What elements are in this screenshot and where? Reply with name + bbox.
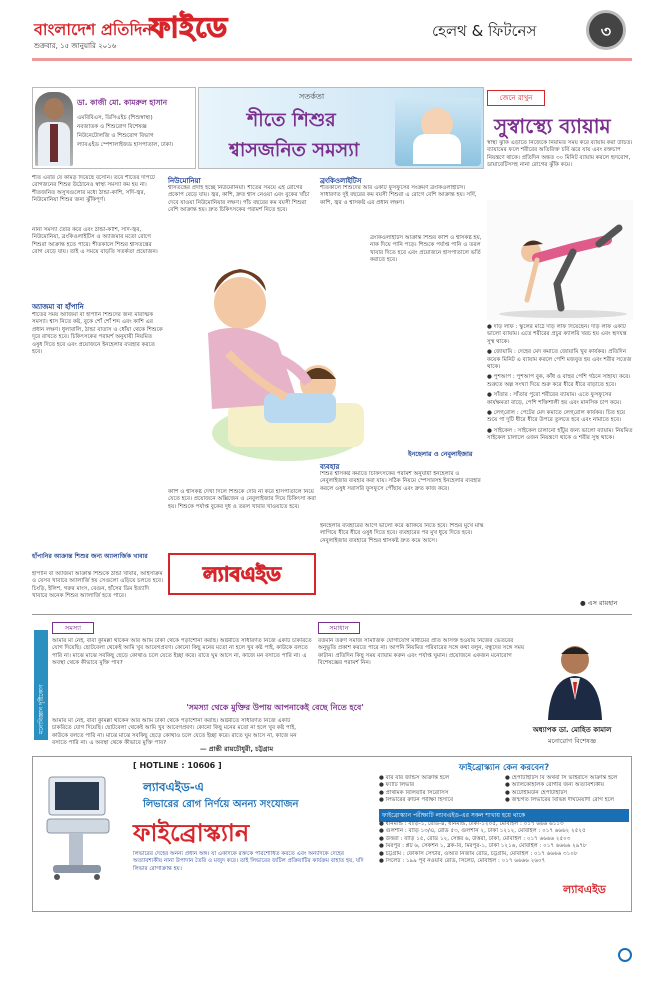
ad-description: লিভারের দেহের অনন্য প্রধান অঙ্গ। যা একদিকে রক্তকে পরিশোধিত করতে এবং অন্যদিকে দেহের অত্যাবশ্যকীয় নানা উপাদান তৈরি ও মজুদ করে। তাই লিভারের জটিল প্রক্রিয়াটির কার্যক্রম বাহাত হয়, যদি লিভার রোগাক্রান্ত হয়। <box>133 851 364 872</box>
page-number: ৩ <box>600 22 612 41</box>
ad-reason: ● অটোইমিউন হেপাটাইটিস <box>505 789 568 796</box>
ad-branches-title: ফাইব্রোস্ক্যান পরীক্ষাটি ল্যাবএইড-এর সকল শাখায় হয়ে থাকে <box>379 809 629 822</box>
author-dept: নিউনেটোলজি ও শিশুরোগ বিভাগ <box>77 133 154 139</box>
solution-text: বর্তমান তরুণ সমাজ সামাজিক যোগাযোগ মাধ্যমের প্রতি আসক্ত হওয়ায় নিজের ভেতরের অনুভূতি প্রকাশ করতে পারে না। আপনি নিয়মিত পরিবারের সঙ্গে কথা বলুন, বন্ধুদের সঙ্গে সময় কাটান। প্রতিদিন কিছু সময় ব্যায়াম করুন এবং পর্যাপ্ত ঘুমান। প্রয়োজনে একজন মনোরোগ বিশেষজ্ঞের পরামর্শ নিন। <box>318 638 525 667</box>
labaid-logo: ল্যাবএইড <box>203 562 281 586</box>
problem-author: — প্রান্তী রায়চৌধুরী, চট্টগ্রাম <box>200 745 274 753</box>
heading-bronchiolitis: ব্রংকিওলাইটিস <box>320 177 362 185</box>
supplement-logo: ফাইডে <box>150 11 229 44</box>
author-hospital: ল্যাবএইড স্পেশালাইজড হাসপাতাল, ঢাকা। <box>77 142 174 148</box>
author-role: নবজাতক ও শিশুরোগ বিশেষজ্ঞ <box>77 124 147 130</box>
child-photo <box>395 98 481 166</box>
article-title-2: শ্বাসজনিত সমস্যা <box>229 139 360 161</box>
exercise-photo <box>487 200 633 320</box>
exercise-kicker-text: জেনে রাখুন <box>499 94 533 102</box>
registration-mark-icon <box>618 948 632 962</box>
problem-tag: সমস্যা <box>52 622 94 634</box>
col2-text-a: শ্বাসতন্ত্রের প্রদাহ হচ্ছে নিউমোনিয়া। শীতের সময়ে এই রোগের প্রকোপ বেড়ে যায়। জ্বর, কাশি, দ্রুত শ্বাস নেওয়া এবং বুকের খাঁচা দেবে যাওয়া নিউমোনিয়ার লক্ষণ। পাঁচ বছরের কম বয়সী শিশুরা বেশি আক্রান্ত হয়। দ্রুত চিকিৎসকের পরামর্শ নিতে হবে। <box>168 185 310 214</box>
exercise-item: ● সাঁতার : সাঁতার পুরো শরীরের ব্যায়াম। এতে ফুসফুসের কার্যক্ষমতা বাড়ে, পেশি শক্তিশালী হয় এবং মানসিক চাপ কমে। <box>487 392 622 406</box>
ad-logo: ল্যাবএইড <box>563 883 606 896</box>
ad-product: ফাইব্রোস্ক্যান <box>133 819 250 847</box>
ad-hotline: [ HOTLINE : 10606 ] <box>133 761 222 770</box>
heading-inhaler: ইনহেলার ও নেবুলাইজার <box>408 450 473 458</box>
labaid-logo-box <box>168 553 316 595</box>
ad-branch: ● চট্টগ্রাম : ফোকাস সেন্টার, ওআর নিজাম রোড, চট্টগ্রাম, মোবাইল : ০১৭ ৬৬৬৬ ৩১০৮ <box>379 850 578 857</box>
ad-brand-line: ল্যাবএইড-এ <box>143 780 204 794</box>
author-degree: এমবিবিএস, ডিসিএইচ (শিশুস্বাস্থ্য) <box>77 115 153 121</box>
exercise-byline: ● এস রায়হান <box>580 599 618 607</box>
intro-text: শীত এবার যে কামড় দিয়েছে বসেনি। তবে শীতের দাপটে রোগজনের শিশুর উঠোনেও স্বাস্থ্য সমস্যা কম হয় না। শীতজনিত অসুখগুলোর মধ্যে ঠান্ডা-কাশি, সর্দি-জ্বর, নিউমোনিয়া শিশুর জন্য ঝুঁকিপূর্ণ। <box>32 175 155 204</box>
article-banner <box>198 87 484 169</box>
heading-asthma: অ্যাজমা বা হাঁপানি <box>32 303 84 311</box>
heading-usage: ব্যবহার <box>320 463 340 471</box>
ad-reason: ● প্রাথমিক বিলিয়ারি সিরোসিস <box>379 789 449 796</box>
ad-reason: ● অ্যালকোহলিক রোগীর জন্য অত্যাবশ্যকীয় <box>505 782 605 789</box>
paper-name: বাংলাদেশ প্রতিদিন <box>34 20 152 39</box>
mother-child-illustration <box>168 233 364 483</box>
col1-text-a: নানা সমস্যা তৈরি করে এবং ঠান্ডা-কাশি, সর্দি-জ্বর, নিউমোনিয়া, ব্রংকিওলাইটিস ও অ্যাজমার মতো রোগে শিশুরা আক্রান্ত হতে পারে। শীতকালে শিশুর শ্বাসতন্ত্রের রোগ বেড়ে যায়। তাই এ সময়ে বাড়তি সতর্কতা প্রয়োজন। <box>32 227 158 256</box>
expert-photo <box>540 640 610 720</box>
exercise-kicker <box>487 90 545 106</box>
masthead <box>0 0 650 62</box>
exercise-title: সুস্বাস্থ্যে ব্যায়াম <box>494 114 611 138</box>
author-name: ডা. কাজী মো. কামরুল হাসান <box>77 98 168 107</box>
col3-text-d: ইনহেলার ব্যবহারের আগে ভালো করে ঝাঁকিয়ে নিতে হবে। শিশুর মুখে মাস্ক লাগিয়ে ধীরে ধীরে ওষুধ দিতে হবে। ব্যবহারের পর মুখ ধুয়ে দিতে হবে। নেবুলাইজার ব্যবহারে শিশুর শ্বাসকষ্ট দ্রুত কমে আসে। <box>320 523 484 544</box>
exercise-item: ● পুশআপ : পুশআপ বুক, কাঁধ ও বাহুর পেশি গঠনে সাহায্য করে। শুরুতে অল্প সংখ্যা দিয়ে শুরু করে ধীরে ধীরে বাড়াতে হবে। <box>487 374 631 388</box>
exercise-item: ● সাইকেল : সাইকেল চালানো হাঁটুর জন্য ভালো ব্যায়াম। নিয়মিত সাইকেল চালালে ওজন নিয়ন্ত্রণে থাকে ও শরীর সুস্থ থাকে। <box>487 427 633 442</box>
masthead-divider <box>32 58 632 61</box>
exercise-item: ● দড়ি লাফ : স্কুলের মাঠে দড়ি লাফ দিয়েছেন। দড়ি লাফ একটি ভালো ব্যায়াম। এতে শরীরের প্রচুর ক্যালরি খরচ হয় এবং হৃদযন্ত্র সুস্থ থাকে। <box>487 324 627 345</box>
section-title: হেলথ & ফিটনেস <box>432 22 537 40</box>
col3-text-c: শিশুর শ্বাসকষ্ট কমাতে চিকিৎসকের পরামর্শ অনুযায়ী ইনহেলার ও নেবুলাইজার ব্যবহার করা যায়। সঠিক নিয়মে স্পেসারসহ ইনহেলার ব্যবহার করলে ওষুধ সরাসরি ফুসফুসে পৌঁছায় এবং দ্রুত কাজ করে। <box>320 471 481 492</box>
qa-side-text: মনোবিজ্ঞান দৃষ্টিকোণ <box>38 684 45 734</box>
col3-text-b: ব্রংকিওলাইটিস আক্রান্ত শিশুর কাশি ও শ্বাসকষ্ট হয়, নাক দিয়ে পানি পড়ে। শিশুকে পর্যাপ্ত পানি ও তরল খাবার দিতে হবে এবং প্রয়োজনে হাসপাতালে ভর্তি করাতে হবে। <box>370 235 482 264</box>
ad-reason: ● বার বার জন্ডিস আক্রান্ত হলে <box>379 775 450 781</box>
ad-machine <box>39 771 119 881</box>
ad-branch: ● মিরপুর : প্লট ৬, সেকশন ১, ব্লক-বি, মিরপুর-১, ঢাকা ১২১৬, মোবাইল : ০১৭ ৬৬৬৬ ২৯৭৮ <box>379 843 587 850</box>
heading-pneumonia: নিউমোনিয়া <box>168 177 201 185</box>
ad-reason: ● হেপাটাইটিস বি অথবা সি ভাইরাসে আক্রান্ত হলে <box>505 775 618 781</box>
problem-text-cont: আমার মা নেই, বাবা কুমিল্লা থাকেন আর আমি ঢাকা থেকে পড়াশোনা করছি। অষ্টমীতে সাধারণত নিজে একটি চাকরিতে যোগ দিয়েছি। ছোটবেলা থেকেই আমি খুব আবেগপ্রবণ। কোনো কিছু মনের মতো না হলে খুব কষ্ট পাই, কাউকে বলতে পারি না। মাঝে মাঝে সবকিছু ছেড়ে কোথাও চলে যেতে ইচ্ছা করে। রাতে ঘুম আসে না, কাজে মন বসাতে পারি না। এ অবস্থা থেকে কীভাবে মুক্তি পাব? <box>52 718 297 746</box>
ad-reason: ● ফ্যাটি লিভার <box>379 782 415 789</box>
expert-name: অধ্যাপক ডা. মোহিত কামাল <box>532 726 612 734</box>
problem-text: আমার মা নেই, বাবা কুমিল্লা থাকেন আর আমি ঢাকা থেকে পড়াশোনা করছি। অষ্টমীতে সাধারণত নিজে একটি চাকরিতে যোগ দিয়েছি। ছোটবেলা থেকেই আমি খুব আবেগপ্রবণ। কোনো কিছু মনের মতো না হলে খুব কষ্ট পাই, কাউকে বলতে পারি না। মাঝে মাঝে সবকিছু ছেড়ে কোথাও চলে যেতে ইচ্ছা করে। রাতে ঘুম আসে না, কাজে মন বসাতে পারি না। এ অবস্থা থেকে কীভাবে মুক্তি পাব? <box>52 638 312 667</box>
article-title-1: শীতে শিশুর <box>247 109 336 131</box>
fibroscan-ad <box>32 756 632 912</box>
exercise-list <box>487 324 633 596</box>
article-kicker: সতর্কতা <box>299 92 325 101</box>
ad-reason: ● জন্মগত লিভারের বিভিন্ন দীর্ঘমেয়াদী রোগ হলে <box>505 797 615 804</box>
qa-quote: 'সমস্যা থেকে মুক্তির উপায় আপনাকেই বেছে নিতে হবে' <box>186 703 364 712</box>
author-photo <box>35 92 73 166</box>
expert-role: মনোরোগ বিশেষজ্ঞ <box>547 737 597 745</box>
ad-branch: ● সিলেট : ১৯৯ পূর্ব নওয়াব রোড, সিলেট, মোবাইল : ০১৭ ৬৬৬৬ ২৬০৭ <box>379 858 546 865</box>
col1-text-b: শীতের সময় অ্যাজমা বা হাঁপানি শিশুদের জন্য মারাত্মক সমস্যা। শ্বাস নিতে কষ্ট, বুকে শোঁ শোঁ শব্দ এবং কাশি এর প্রধান লক্ষণ। ধুলাবালি, ঠান্ডা বাতাস ও ধোঁয়া থেকে শিশুকে দূরে রাখতে হবে। চিকিৎসকের পরামর্শ অনুযায়ী নিয়মিত ওষুধ দিতে হবে এবং প্রয়োজনে ইনহেলার ব্যবহার করতে হবে। <box>32 312 163 356</box>
ad-branch: ● গুলশান : বাড়ি ১৩/এ, রোড ৫৩, গুলশান ২, ঢাকা ১২১২, মোবাইল : ০১৭ ৬৬৬২ ২৫২৫ <box>379 828 586 835</box>
solution-tag: সমাধান <box>318 622 360 634</box>
col1-text-c: হাঁপানি বা অ্যাজমা আক্রান্ত শিশুকে ঠান্ডা খাবার, আইসক্রিম ও যেসব খাবারে অ্যালার্জি হয় সেগুলো এড়িয়ে চলতে হবে। চিংড়ি, ইলিশ, গরুর মাংস, বেগুন, হাঁসের ডিম ইত্যাদি খাবারে অনেক শিশুর অ্যালার্জি হতে পারে। <box>32 571 164 600</box>
author-box <box>32 87 196 169</box>
ad-why-title: ফাইব্রোস্ক্যান কেন করবেন? <box>458 763 550 773</box>
heading-allergy: হাঁপানির আক্রান্ত শিশুর জন্য অ্যালার্জিক খাবার <box>32 553 148 560</box>
ad-reason: ● লিভারের রুটিন পরীক্ষা হিসাবে <box>379 797 454 804</box>
exercise-item: ● লেগ্‌রোল : পেটের মেদ কমাতে লেগ্‌রোল কার্যকর। চিত হয়ে শুয়ে পা দুটি ধীরে ধীরে উপরে তুলতে হবে এবং নামাতে হবে। <box>487 410 626 424</box>
ad-subtitle: লিভারের রোগ নির্ণয়ে অনন্য সংযোজন <box>143 799 299 810</box>
publish-date: শুক্রবার, ১৫ জানুয়ারি ২০১৬ <box>34 42 117 50</box>
col2-text-b: কাশি ও শ্বাসকষ্ট দেখা দিলে শিশুকে দেরি না করে হাসপাতালে নিয়ে যেতে হবে। প্রয়োজনে অক্সিজেন ও নেবুলাইজার দিয়ে চিকিৎসা করা হয়। শিশুকে পর্যাপ্ত বুকের দুধ ও তরল খাবার খাওয়াতে হবে। <box>168 489 316 510</box>
ad-branch: ● উত্তরা : বাড়ি ১৫, রোড ১২, সেক্টর ৬, উত্তরা, ঢাকা, মোবাইল : ০১৭ ৬৬৬৬ ২৫০৩ <box>379 835 571 842</box>
qa-side-label <box>34 630 48 740</box>
col3-text-a: শীতকালে শিশুদের আর একটি ফুসফুসের সংক্রমণ ব্রংকিওলাইটিস। সাধারণত দুই বছরের কম বয়সী শিশুরা এ রোগে বেশি আক্রান্ত হয়। সর্দি, কাশি, জ্বর ও শ্বাসকষ্ট এর প্রধান লক্ষণ। <box>320 185 477 206</box>
exercise-intro: স্বাস্থ্য ঝুঁকি এড়াতে নিজেকে নিয়মিত সময় করে ব্যায়াম করা উচিত। ব্যায়ামের ফলে শরীরের অতিরিক্ত চর্বি ঝরে যায় এবং রক্তচাপ নিয়ন্ত্রণে থাকে। প্রতিদিন অন্তত ৩০ মিনিট ব্যায়াম করলে হৃদরোগ, ডায়াবেটিসসহ নানা রোগের ঝুঁকি কমে। <box>487 140 633 169</box>
exercise-item: ● জোয়ামি : দেহের মেদ কমাতে জোয়ামি খুব কার্যকর। প্রতিদিন কয়েক মিনিট এ ব্যায়াম করলে পেশি মজবুত হয় এবং শরীর সতেজ থাকে। <box>487 349 632 371</box>
qa-divider <box>32 614 632 615</box>
ad-branch: ● ধানমন্ডি : বাড়ি-১, রোড-৪, ধানমন্ডি, ঢাকা-১২০৫, মোবাইল : ০১৭ ৬৬৬ ৬১১৩ <box>379 821 564 827</box>
article-respiratory <box>32 87 484 602</box>
